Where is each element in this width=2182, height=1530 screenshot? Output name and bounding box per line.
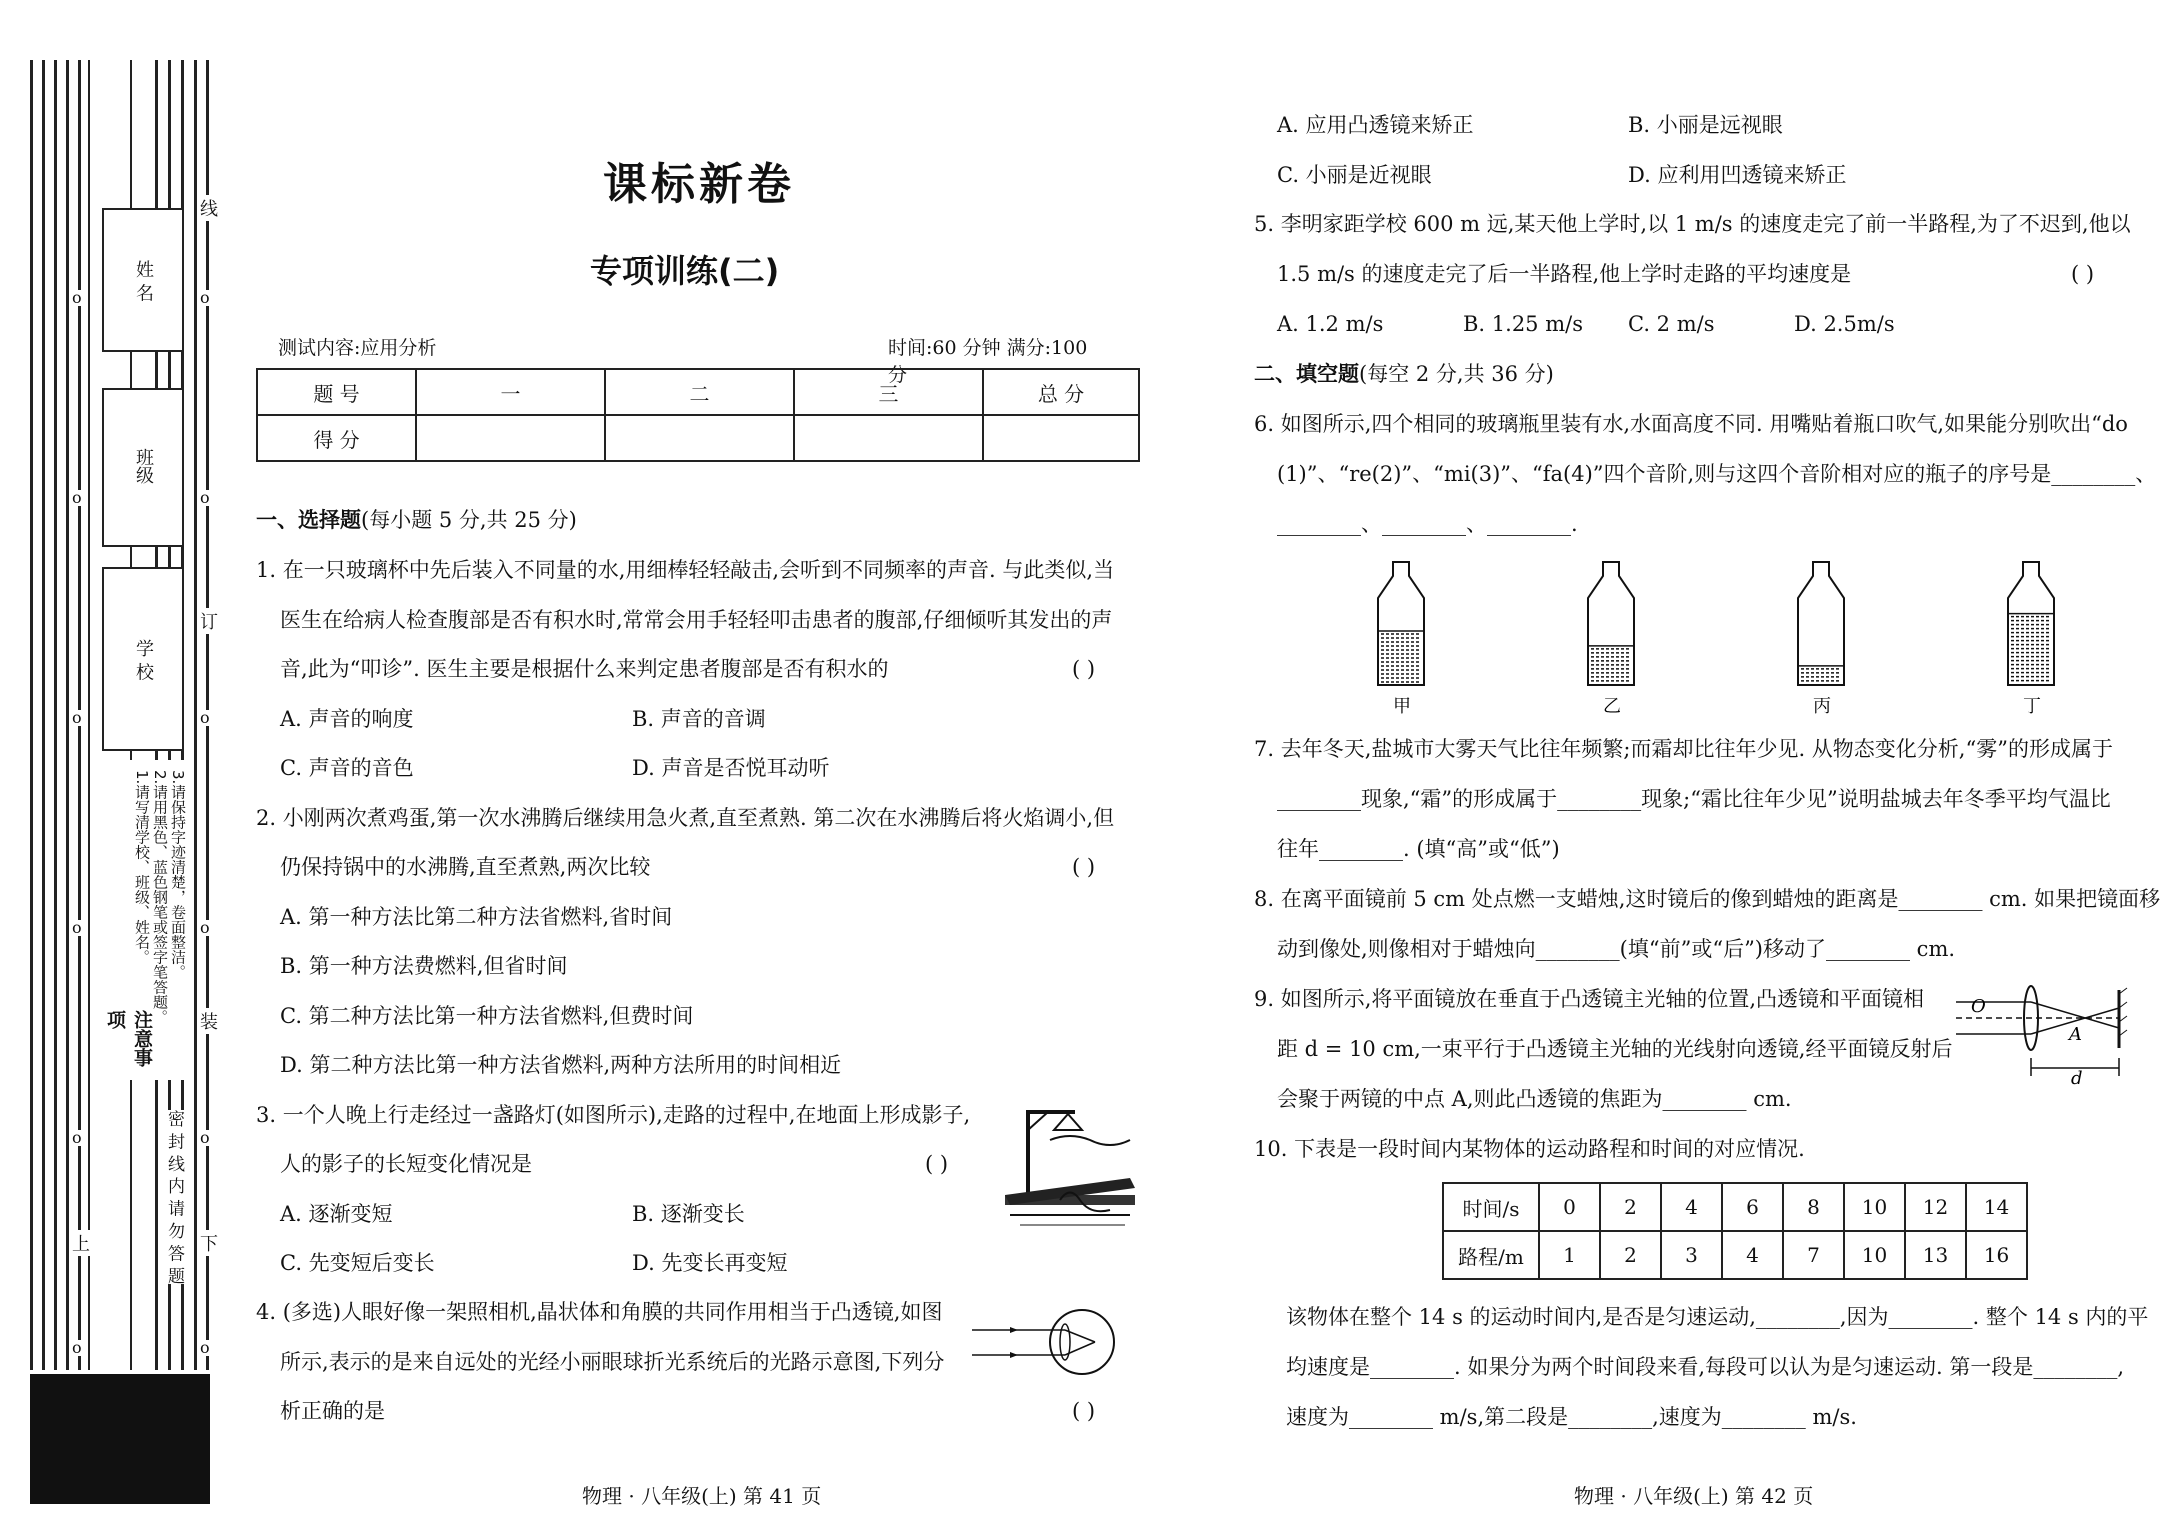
score-cell: 总 分 <box>983 369 1139 415</box>
q9-line: 9. 如图所示,将平面镜放在垂直于凸透镜主光轴的位置,凸透镜和平面镜相 <box>1254 987 1925 1011</box>
test-content: 测试内容:应用分析 <box>278 337 437 359</box>
binding-circle-mark: o <box>200 1338 210 1357</box>
score-input[interactable] <box>794 415 983 461</box>
page-42 <box>1091 0 2182 1530</box>
q4-line: 所示,表示的是来自远处的光经小丽眼球折光系统后的光路示意图,下列分 <box>280 1350 945 1374</box>
page-footer-41: 物理 · 八年级(上) 第 41 页 <box>582 1484 822 1508</box>
motion-table-cell: 16 <box>1966 1231 2027 1279</box>
q10-line: 10. 下表是一段时间内某物体的运动路程和时间的对应情况. <box>1254 1137 1805 1161</box>
section1-heading <box>256 508 577 532</box>
q9-line: 会聚于两镜的中点 A,则此凸透镜的焦距为________ cm. <box>1277 1087 1792 1111</box>
q3-line: 人的影子的长短变化情况是 <box>280 1152 532 1176</box>
motion-table-cell: 4 <box>1661 1183 1722 1231</box>
bottle-label: 丁 <box>2023 696 2041 717</box>
score-input[interactable] <box>416 415 605 461</box>
q6-line: (1)”、“re(2)”、“mi(3)”、“fa(4)”四个音阶,则与这四个音阶相对应的瓶子的序号是________、 <box>1277 462 2157 486</box>
notes-label: 注意事项 <box>104 1010 153 1067</box>
q4-option-b[interactable]: B. 小丽是远视眼 <box>1628 113 1783 137</box>
binding-circle-mark: o <box>200 488 210 507</box>
bottle <box>1798 562 1844 717</box>
bottle-label: 丙 <box>1813 696 1831 717</box>
q5-answer-paren[interactable]: ( ) <box>2071 262 2095 286</box>
q10-after-line: 速度为________ m/s,第二段是________,速度为________ m/s. <box>1286 1405 1857 1429</box>
motion-table-cell: 1 <box>1539 1231 1600 1279</box>
q3-option-d[interactable]: D. 先变长再变短 <box>632 1251 788 1275</box>
section2-heading <box>1254 362 1554 386</box>
q9-line: 距 d = 10 cm,一束平行于凸透镜主光轴的光线射向透镜,经平面镜反射后 <box>1277 1037 1953 1061</box>
binding-circle-mark: o <box>72 488 82 507</box>
mark-xian-right: 线 <box>200 195 218 221</box>
q1-line: 医生在给病人检查腹部是否有积水时,常常会用手轻轻叩击患者的腹部,仔细倾听其发出的声 <box>280 608 1113 632</box>
binding-circle-mark: o <box>200 708 210 727</box>
motion-table-cell: 14 <box>1966 1183 2027 1231</box>
fig-label-a: A <box>2069 1024 2082 1045</box>
bottles-figure <box>1341 560 2161 720</box>
q1-option-b[interactable]: B. 声音的音调 <box>632 707 766 731</box>
q1-line: 1. 在一只玻璃杯中先后装入不同量的水,用细棒轻轻敲击,会听到不同频率的声音. 与此类似,当 <box>256 558 1115 582</box>
bottle <box>1378 562 1424 717</box>
motion-table-cell: 12 <box>1905 1183 1966 1231</box>
binding-circle-mark: o <box>72 1128 82 1147</box>
motion-table-cell: 6 <box>1722 1183 1783 1231</box>
notes-item: 3.请保持字迹清楚，卷面整洁。 <box>169 770 187 980</box>
mark-shang-left: 上 <box>72 1230 90 1256</box>
binding-circle-mark: o <box>72 288 82 307</box>
q1-option-d[interactable]: D. 声音是否悦耳动听 <box>632 756 830 780</box>
motion-table-cell: 0 <box>1539 1183 1600 1231</box>
q4-line: 4. (多选)人眼好像一架照相机,晶状体和角膜的共同作用相当于凸透镜,如图 <box>256 1300 943 1324</box>
fig-label-o: O <box>1971 996 1986 1017</box>
motion-table-cell: 13 <box>1905 1231 1966 1279</box>
q4-answer-paren[interactable]: ( ) <box>1072 1399 1096 1423</box>
time-score: 时间:60 分钟 满分:100 分 <box>888 337 1088 386</box>
section2-note: (每空 2 分,共 36 分) <box>1359 362 1554 386</box>
q3-option-c[interactable]: C. 先变短后变长 <box>280 1251 435 1275</box>
class-label: 班级 <box>133 448 154 484</box>
binding-circle-mark: o <box>200 288 210 307</box>
q1-line: 音,此为“叩诊”. 医生主要是根据什么来判定患者腹部是否有积水的 <box>280 657 889 681</box>
fig-label-d: d <box>2071 1068 2083 1085</box>
q2-line: 仍保持锅中的水沸腾,直至煮熟,两次比较 <box>280 855 651 879</box>
score-input[interactable] <box>605 415 794 461</box>
motion-table-cell: 3 <box>1661 1231 1722 1279</box>
score-cell: 题 号 <box>257 369 416 415</box>
q10-after-line: 均速度是________. 如果分为两个时间段来看,每段可以认为是匀速运动. 第一段是________, <box>1286 1355 2125 1379</box>
mark-zhuang-right: 装 <box>200 1008 218 1034</box>
q2-option-b[interactable]: B. 第一种方法费燃料,但省时间 <box>280 954 568 978</box>
q7-line: ________现象,“霜”的形成属于________现象;“霜比往年少见”说明盐城去年冬季平均气温比 <box>1277 787 2111 811</box>
score-cell: 得 分 <box>257 415 416 461</box>
motion-table-cell: 7 <box>1783 1231 1844 1279</box>
motion-table-cell: 8 <box>1783 1183 1844 1231</box>
q5-option-d[interactable]: D. 2.5m/s <box>1794 312 1895 336</box>
motion-table-row-time <box>1443 1183 2027 1231</box>
q4-option-a[interactable]: A. 应用凸透镜来矫正 <box>1277 113 1474 137</box>
q3-answer-paren[interactable]: ( ) <box>925 1152 949 1176</box>
section2-title: 二、填空题 <box>1254 362 1359 386</box>
notes-item: 1.请写清学校、班级、姓名。 <box>133 770 151 965</box>
q3-option-a[interactable]: A. 逐渐变短 <box>280 1202 393 1226</box>
q10-after-line: 该物体在整个 14 s 的运动时间内,是否是匀速运动,________,因为________. 整个 14 s 内的平 <box>1286 1305 2149 1329</box>
motion-table-header: 时间/s <box>1443 1183 1539 1231</box>
q1-option-c[interactable]: C. 声音的音色 <box>280 756 414 780</box>
bottle-label: 甲 <box>1393 696 1411 717</box>
binding-circle-mark: o <box>72 918 82 937</box>
q4-line: 析正确的是 <box>280 1399 385 1423</box>
binding-circle-mark: o <box>72 1338 82 1357</box>
motion-table-row-distance <box>1443 1231 2027 1279</box>
mark-xia-right: 下 <box>200 1230 218 1256</box>
q3-option-b[interactable]: B. 逐渐变长 <box>632 1202 745 1226</box>
bottle <box>1588 562 1634 717</box>
bottle-label: 乙 <box>1603 696 1621 717</box>
section1-note: (每小题 5 分,共 25 分) <box>361 508 577 532</box>
q6-line: 6. 如图所示,四个相同的玻璃瓶里装有水,水面高度不同. 用嘴贴着瓶口吹气,如果能分别吹出“do <box>1254 412 2128 436</box>
lens-mirror-figure <box>1951 980 2141 1085</box>
page-footer-42: 物理 · 八年级(上) 第 42 页 <box>1574 1484 1814 1508</box>
notes-item: 2.请用黑色、蓝色钢笔或签字笔答题。 <box>151 770 169 1025</box>
q2-option-c[interactable]: C. 第二种方法比第一种方法省燃料,但费时间 <box>280 1004 694 1028</box>
motion-table-cell: 10 <box>1844 1231 1905 1279</box>
section1-title: 一、选择题 <box>256 508 361 532</box>
motion-table-cell: 2 <box>1600 1231 1661 1279</box>
q4-option-d[interactable]: D. 应利用凹透镜来矫正 <box>1628 163 1847 187</box>
name-label: 姓 名 <box>133 260 154 302</box>
q4-option-c[interactable]: C. 小丽是近视眼 <box>1277 163 1432 187</box>
seal-line-text: 密 封 线 内 请 勿 答 题 <box>162 1110 187 1284</box>
q2-line: 2. 小刚两次煮鸡蛋,第一次水沸腾后继续用急火煮,直至煮熟. 第二次在水沸腾后将火焰调小,但 <box>256 806 1115 830</box>
binding-circle-mark: o <box>72 708 82 727</box>
motion-table-cell: 10 <box>1844 1183 1905 1231</box>
q6-line: ________、________、________. <box>1277 512 1578 536</box>
q5-option-a[interactable]: A. 1.2 m/s <box>1277 312 1384 336</box>
binding-circle-mark: o <box>200 918 210 937</box>
q7-line: 7. 去年冬天,盐城市大雾天气比往年频繁;而霜却比往年少见. 从物态变化分析,“雾”的形成属于 <box>1254 737 2113 761</box>
q2-option-a[interactable]: A. 第一种方法比第二种方法省燃料,省时间 <box>280 905 673 929</box>
q2-option-d[interactable]: D. 第二种方法比第一种方法省燃料,两种方法所用的时间相近 <box>280 1053 842 1077</box>
score-cell: 三 <box>794 369 983 415</box>
mark-ding-right: 订 <box>200 608 218 634</box>
score-cell: 一 <box>416 369 605 415</box>
motion-table-header: 路程/m <box>1443 1231 1539 1279</box>
q8-line: 8. 在离平面镜前 5 cm 处点燃一支蜡烛,这时镜后的像到蜡烛的距离是________ cm. 如果把镜面移 <box>1254 887 2161 911</box>
q1-answer-paren[interactable]: ( ) <box>1072 657 1096 681</box>
q8-line: 动到像处,则像相对于蜡烛向________(填“前”或“后”)移动了________ cm. <box>1277 937 1956 961</box>
q5-line: 5. 李明家距学校 600 m 远,某天他上学时,以 1 m/s 的速度走完了前一半路程,为了不迟到,他以 <box>1254 212 2131 236</box>
school-label: 学 校 <box>133 639 154 681</box>
q5-line: 1.5 m/s 的速度走完了后一半路程,他上学时走路的平均速度是 <box>1277 262 1852 286</box>
q5-option-c[interactable]: C. 2 m/s <box>1628 312 1715 336</box>
q1-option-a[interactable]: A. 声音的响度 <box>280 707 414 731</box>
q2-answer-paren[interactable]: ( ) <box>1072 855 1096 879</box>
q3-line: 3. 一个人晚上行走经过一盏路灯(如图所示),走路的过程中,在地面上形成影子, <box>256 1103 971 1127</box>
q5-option-b[interactable]: B. 1.25 m/s <box>1463 312 1583 336</box>
motion-table <box>1442 1182 2028 1280</box>
bottle <box>2008 562 2054 717</box>
binding-circle-mark: o <box>200 1128 210 1147</box>
motion-table-cell: 2 <box>1600 1183 1661 1231</box>
score-table <box>256 368 1140 462</box>
page-title: 课标新卷 <box>603 159 795 210</box>
q7-line: 往年________. (填“高”或“低”) <box>1277 837 1560 861</box>
page-subtitle: 专项训练(二) <box>590 252 780 290</box>
score-cell: 二 <box>605 369 794 415</box>
motion-table-cell: 4 <box>1722 1231 1783 1279</box>
